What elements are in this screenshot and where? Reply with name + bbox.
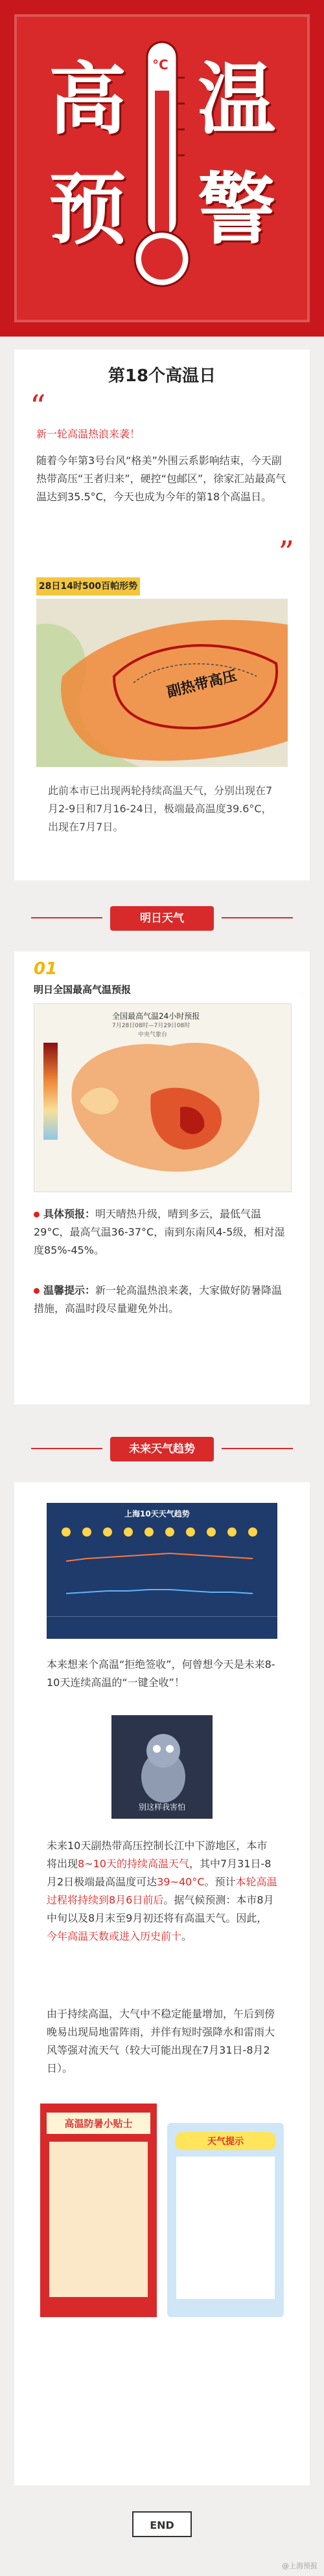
detail-text: ，其中7月31日-8月2日极端最高温度可达 xyxy=(47,1858,272,1888)
detail-highlight: 今年高温天数或进入历史前十 xyxy=(47,1930,182,1942)
map-title: 全国最高气温24小时预报 xyxy=(112,1012,200,1021)
tips-card-body xyxy=(49,2142,148,2297)
forecast-detail xyxy=(34,1205,290,1260)
title-char-2: 温 xyxy=(198,55,275,145)
future-detail xyxy=(47,1837,277,1946)
section-number: 01 xyxy=(34,959,58,979)
title-char-3: 预 xyxy=(49,165,126,255)
map-caption: 28日14时500百帕形势 xyxy=(36,577,140,595)
tips-card-right-title: 天气提示 xyxy=(175,2132,276,2150)
quote-close-icon: ” xyxy=(278,535,294,571)
forecast-text: 明天晴热升级，晴到多云，最低气温29°C，最高气温36-37°C，南到东南风4-5级，相对湿度85%-45%。 xyxy=(34,1208,285,1256)
intro-highlight: 新一轮高温热浪来袭！ xyxy=(36,428,141,440)
bullet-icon xyxy=(34,1288,40,1294)
section-title: 第18个高温日 xyxy=(108,366,216,386)
quote-open-icon: “ xyxy=(30,388,46,425)
map-time: 7月28日08时—7月29日08时 xyxy=(112,1023,191,1029)
detail-highlight: 本轮高温过程将持续到8月6日前后 xyxy=(47,1876,277,1906)
detail-text: 。预计 xyxy=(204,1876,236,1888)
title-char-4: 警 xyxy=(198,165,275,255)
history-paragraph: 此前本市已出现两轮持续高温天气，分别出现在7月2-9日和7月16-24日，极端最高温度39.6°C，出现在7月7日。 xyxy=(48,784,273,833)
intro-paragraph: 随着今年第3号台风“格美”外围云系影响结束，今天副热带高压“王者归来”，硬控“包邮区”，徐家汇站最高气温达到35.5°C，今天也成为今年的第18个高温日。 xyxy=(36,454,286,503)
tips-card-left xyxy=(40,2104,157,2317)
meme-caption: 别这样我害怕 xyxy=(138,1803,185,1812)
bullet-icon xyxy=(34,1212,40,1217)
title-char-1: 高 xyxy=(49,55,126,145)
section-high-temp-day xyxy=(14,350,310,880)
tips-card-title: 高温防暑小贴士 xyxy=(47,2113,150,2134)
header-banner xyxy=(0,0,324,337)
map-subtitle: 明日全国最高气温预报 xyxy=(34,984,132,995)
convection-paragraph: 由于持续高温，大气中不稳定能量增加，午后到傍晚易出现局地雷阵雨，并伴有短时强降水和雷雨大风等强对流天气（较大可能出现在7月31日-8月2日）。 xyxy=(47,2008,275,2074)
detail-highlight: 8~10天的持续高温天气 xyxy=(78,1858,189,1870)
tip-label: 温馨提示： xyxy=(43,1284,96,1296)
section-tomorrow xyxy=(14,951,310,1405)
warm-tip xyxy=(34,1282,290,1318)
watermark: @上海预报 xyxy=(282,2562,318,2570)
thermo-unit: °C xyxy=(152,57,168,72)
detail-highlight: 39~40°C xyxy=(157,1876,205,1888)
end-button: END xyxy=(132,2511,192,2537)
detail-text: 。据气候预测：本市8月中旬以及8月末至9月初还将有高温天气。因此， xyxy=(47,1894,274,1924)
pill-future-trend: 未来天气趋势 xyxy=(110,1437,214,1461)
forecast-label: 具体预报： xyxy=(43,1208,96,1220)
subtropical-high-label: 副热带高压 xyxy=(165,668,238,701)
tip-text: 新一轮高温热浪来袭，大家做好防暑降温措施，高温时段尽量避免外出。 xyxy=(34,1284,283,1315)
detail-text: 未来10天副热带高压控制长江中下游地区，本市将出现 xyxy=(47,1839,268,1870)
detail-text: 。 xyxy=(181,1930,192,1942)
pressure-map xyxy=(36,599,288,767)
meme-image xyxy=(111,1715,213,1819)
tips-card-right xyxy=(167,2123,284,2317)
future-intro: 本来想来个高温“拒绝签收”，何曾想今天是未来8-10天连续高温的“一键全收”！ xyxy=(47,1658,275,1689)
pill-tomorrow-weather: 明日天气 xyxy=(110,906,214,931)
ten-day-forecast-image xyxy=(47,1503,277,1639)
map-source: 中央气象台 xyxy=(138,1032,168,1038)
thermometer-icon xyxy=(133,39,191,298)
temperature-forecast-map xyxy=(34,1003,292,1192)
section-future xyxy=(14,1482,310,2485)
forecast-image-title: 上海10天天气趋势 xyxy=(124,1509,190,1518)
tips-card-right-body xyxy=(176,2157,275,2299)
